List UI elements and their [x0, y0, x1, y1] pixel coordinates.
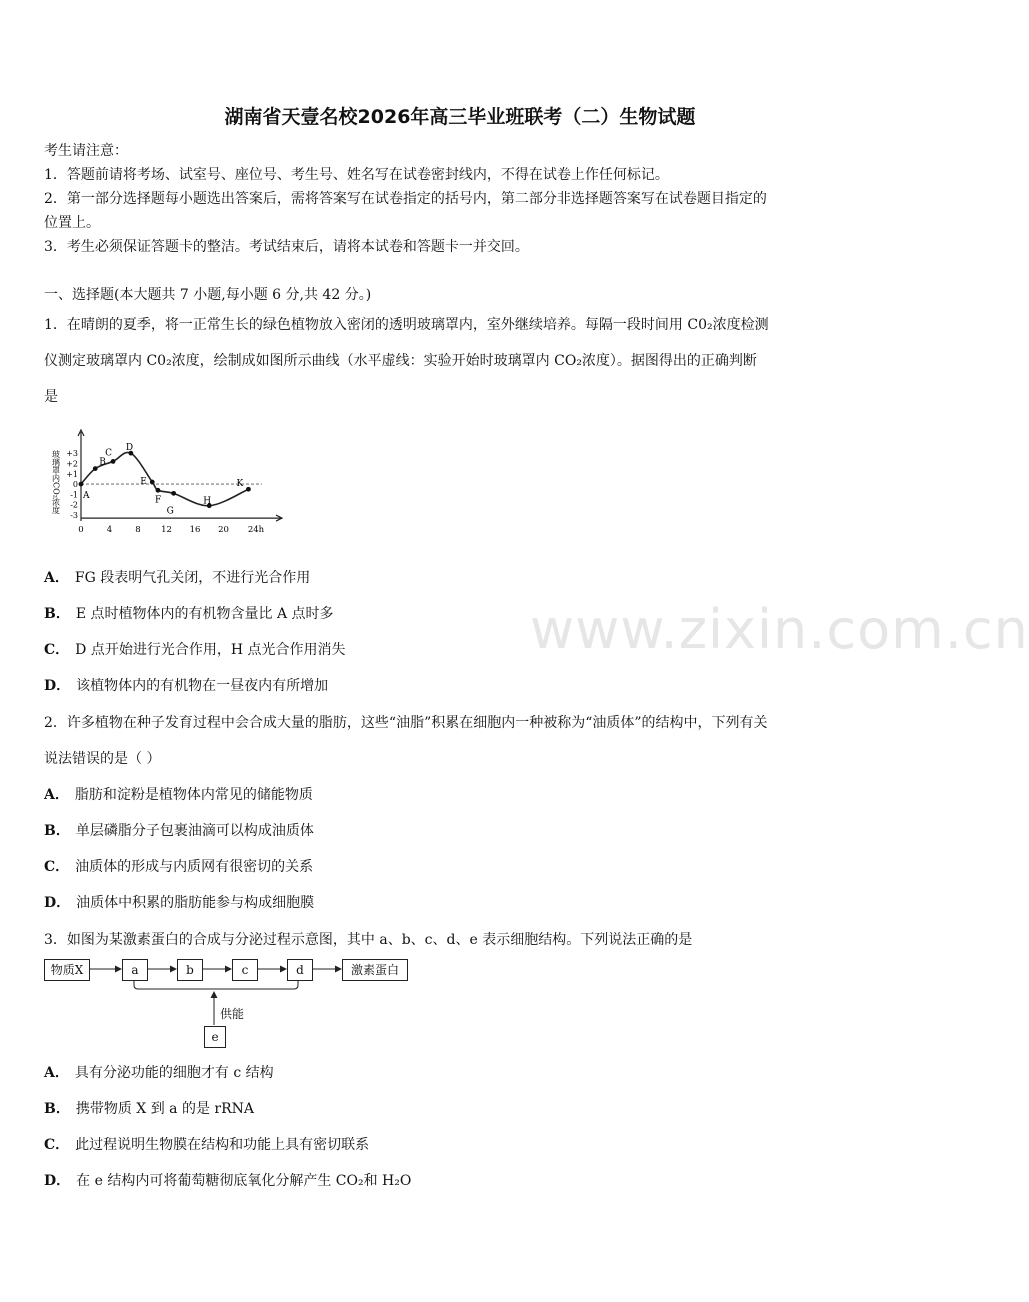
point-label-a: A	[83, 491, 90, 502]
x-ticks	[78, 525, 264, 535]
node-a-box: a	[122, 959, 148, 981]
notice-item: 3．考生必须保证答题卡的整洁。考试结束后，请将本试卷和答题卡一并交回。	[44, 239, 529, 255]
point-c	[111, 459, 116, 464]
node-b-box: b	[177, 959, 203, 981]
q3-option-d[interactable]: D． 在 e 结构内可将葡萄糖彻底氧化分解产生 CO₂和 H₂O	[44, 1173, 412, 1189]
node-e-box: e	[204, 1026, 226, 1048]
y-tick-label: +3	[66, 449, 78, 459]
point-label-f: F	[154, 495, 162, 506]
point-e	[150, 480, 155, 485]
substance-x-box: 物质X	[44, 959, 90, 981]
q2-option-c[interactable]: C． 油质体的形成与内质网有很密切的关系	[44, 859, 314, 875]
x-tick-label: 12	[161, 525, 172, 536]
q1-stem: 1．在晴朗的夏季，将一正常生长的绿色植物放入密闭的透明玻璃罩内，室外继续培养。每隔一段时间用 C0₂浓度检测	[44, 317, 769, 333]
point-label-b: B	[99, 457, 106, 468]
q1-option-c[interactable]: C． D 点开始进行光合作用，H 点光合作用消失	[44, 642, 346, 658]
q1-stem: 仪测定玻璃罩内 C0₂浓度，绘制成如图所示曲线（水平虚线：实验开始时玻璃罩内 CO₂浓度）。据图得出的正确判断	[44, 353, 757, 369]
hormone-protein-box: 激素蛋白	[342, 959, 408, 981]
x-tick-label: 0	[78, 525, 84, 536]
q2-option-a[interactable]: A． 脂肪和淀粉是植物体内常见的储能物质	[44, 787, 313, 803]
point-b	[93, 466, 98, 471]
y-tick-label: +1	[66, 469, 78, 479]
y-tick-label: -3	[70, 511, 78, 520]
co2-curve	[81, 452, 248, 505]
x-tick-label: 4	[106, 525, 113, 536]
supply-label: 供能	[220, 1007, 245, 1021]
q3-option-c[interactable]: C． 此过程说明生物膜在结构和功能上具有密切联系	[44, 1137, 370, 1153]
watermark: www.zixin.com.cn	[530, 598, 1029, 661]
notice-item: 2．第一部分选择题每小题选出答案后，需将答案写在试卷指定的括号内，第二部分非选择题答案写在试卷题目指定的	[44, 191, 767, 207]
q2-stem: 2．许多植物在种子发育过程中会合成大量的脂肪，这些“油脂”积累在细胞内一种被称为“油质体”的结构中，下列有关	[44, 715, 768, 731]
point-a	[79, 482, 84, 487]
point-k	[246, 487, 251, 492]
y-tick-label: -1	[70, 490, 78, 500]
point-label-c: C	[105, 448, 112, 459]
section-heading: 一、选择题(本大题共 7 小题,每小题 6 分,共 42 分。)	[44, 287, 372, 303]
notice-item: 位置上。	[44, 215, 100, 231]
q2-option-b[interactable]: B． 单层磷脂分子包裹油滴可以构成油质体	[44, 823, 314, 839]
supply-bracket	[134, 980, 298, 989]
curve-points	[79, 443, 251, 516]
notice-item: 1．答题前请将考场、试室号、座位号、考生号、姓名写在试卷密封线内，不得在试卷上作任何标记。	[44, 167, 669, 183]
notice-heading: 考生请注意：	[44, 143, 128, 159]
point-f	[156, 488, 161, 493]
point-g	[171, 491, 176, 496]
point-label-d: D	[125, 443, 134, 454]
x-tick-label: 16	[189, 525, 201, 536]
chart-axes	[78, 430, 282, 521]
q1-option-b[interactable]: B． E 点时植物体内的有机物含量比 A 点时多	[44, 606, 334, 622]
q1-option-a[interactable]: A． FG 段表明气孔关闭，不进行光合作用	[44, 570, 311, 586]
y-tick-label: 0	[72, 480, 78, 490]
point-label-g: G	[166, 506, 174, 517]
co2-curve-chart	[44, 420, 294, 545]
q2-stem: 说法错误的是（ ）	[44, 751, 161, 767]
q3-option-b[interactable]: B． 携带物质 X 到 a 的是 rRNA	[44, 1101, 255, 1117]
page-title: 湖南省天壹名校2026年高三毕业班联考（二）生物试题	[224, 106, 696, 128]
y-axis-label: 玻璃罩内CO₂浓度	[51, 450, 61, 514]
point-label-h: H	[203, 496, 212, 507]
q2-option-d[interactable]: D． 油质体中积累的脂肪能参与构成细胞膜	[44, 895, 315, 911]
point-label-e: E	[140, 477, 147, 488]
q3-stem: 3．如图为某激素蛋白的合成与分泌过程示意图，其中 a、b、c、d、e 表示细胞结构。下列说法正确的是	[44, 932, 693, 948]
q3-option-a[interactable]: A． 具有分泌功能的细胞才有 c 结构	[44, 1065, 274, 1081]
q1-stem: 是	[44, 389, 58, 405]
x-tick-label: 24h	[247, 525, 265, 536]
q1-option-d[interactable]: D． 该植物体内的有机物在一昼夜内有所增加	[44, 678, 329, 694]
secretion-flow-diagram	[0, 955, 460, 1055]
y-tick-label: -2	[70, 500, 78, 510]
y-tick-label: +2	[66, 459, 78, 469]
x-tick-label: 20	[218, 525, 229, 536]
x-tick-label: 8	[135, 525, 141, 536]
point-label-k: K	[236, 479, 244, 490]
y-ticks	[66, 449, 78, 520]
node-c-box: c	[232, 959, 258, 981]
node-d-box: d	[287, 959, 313, 981]
